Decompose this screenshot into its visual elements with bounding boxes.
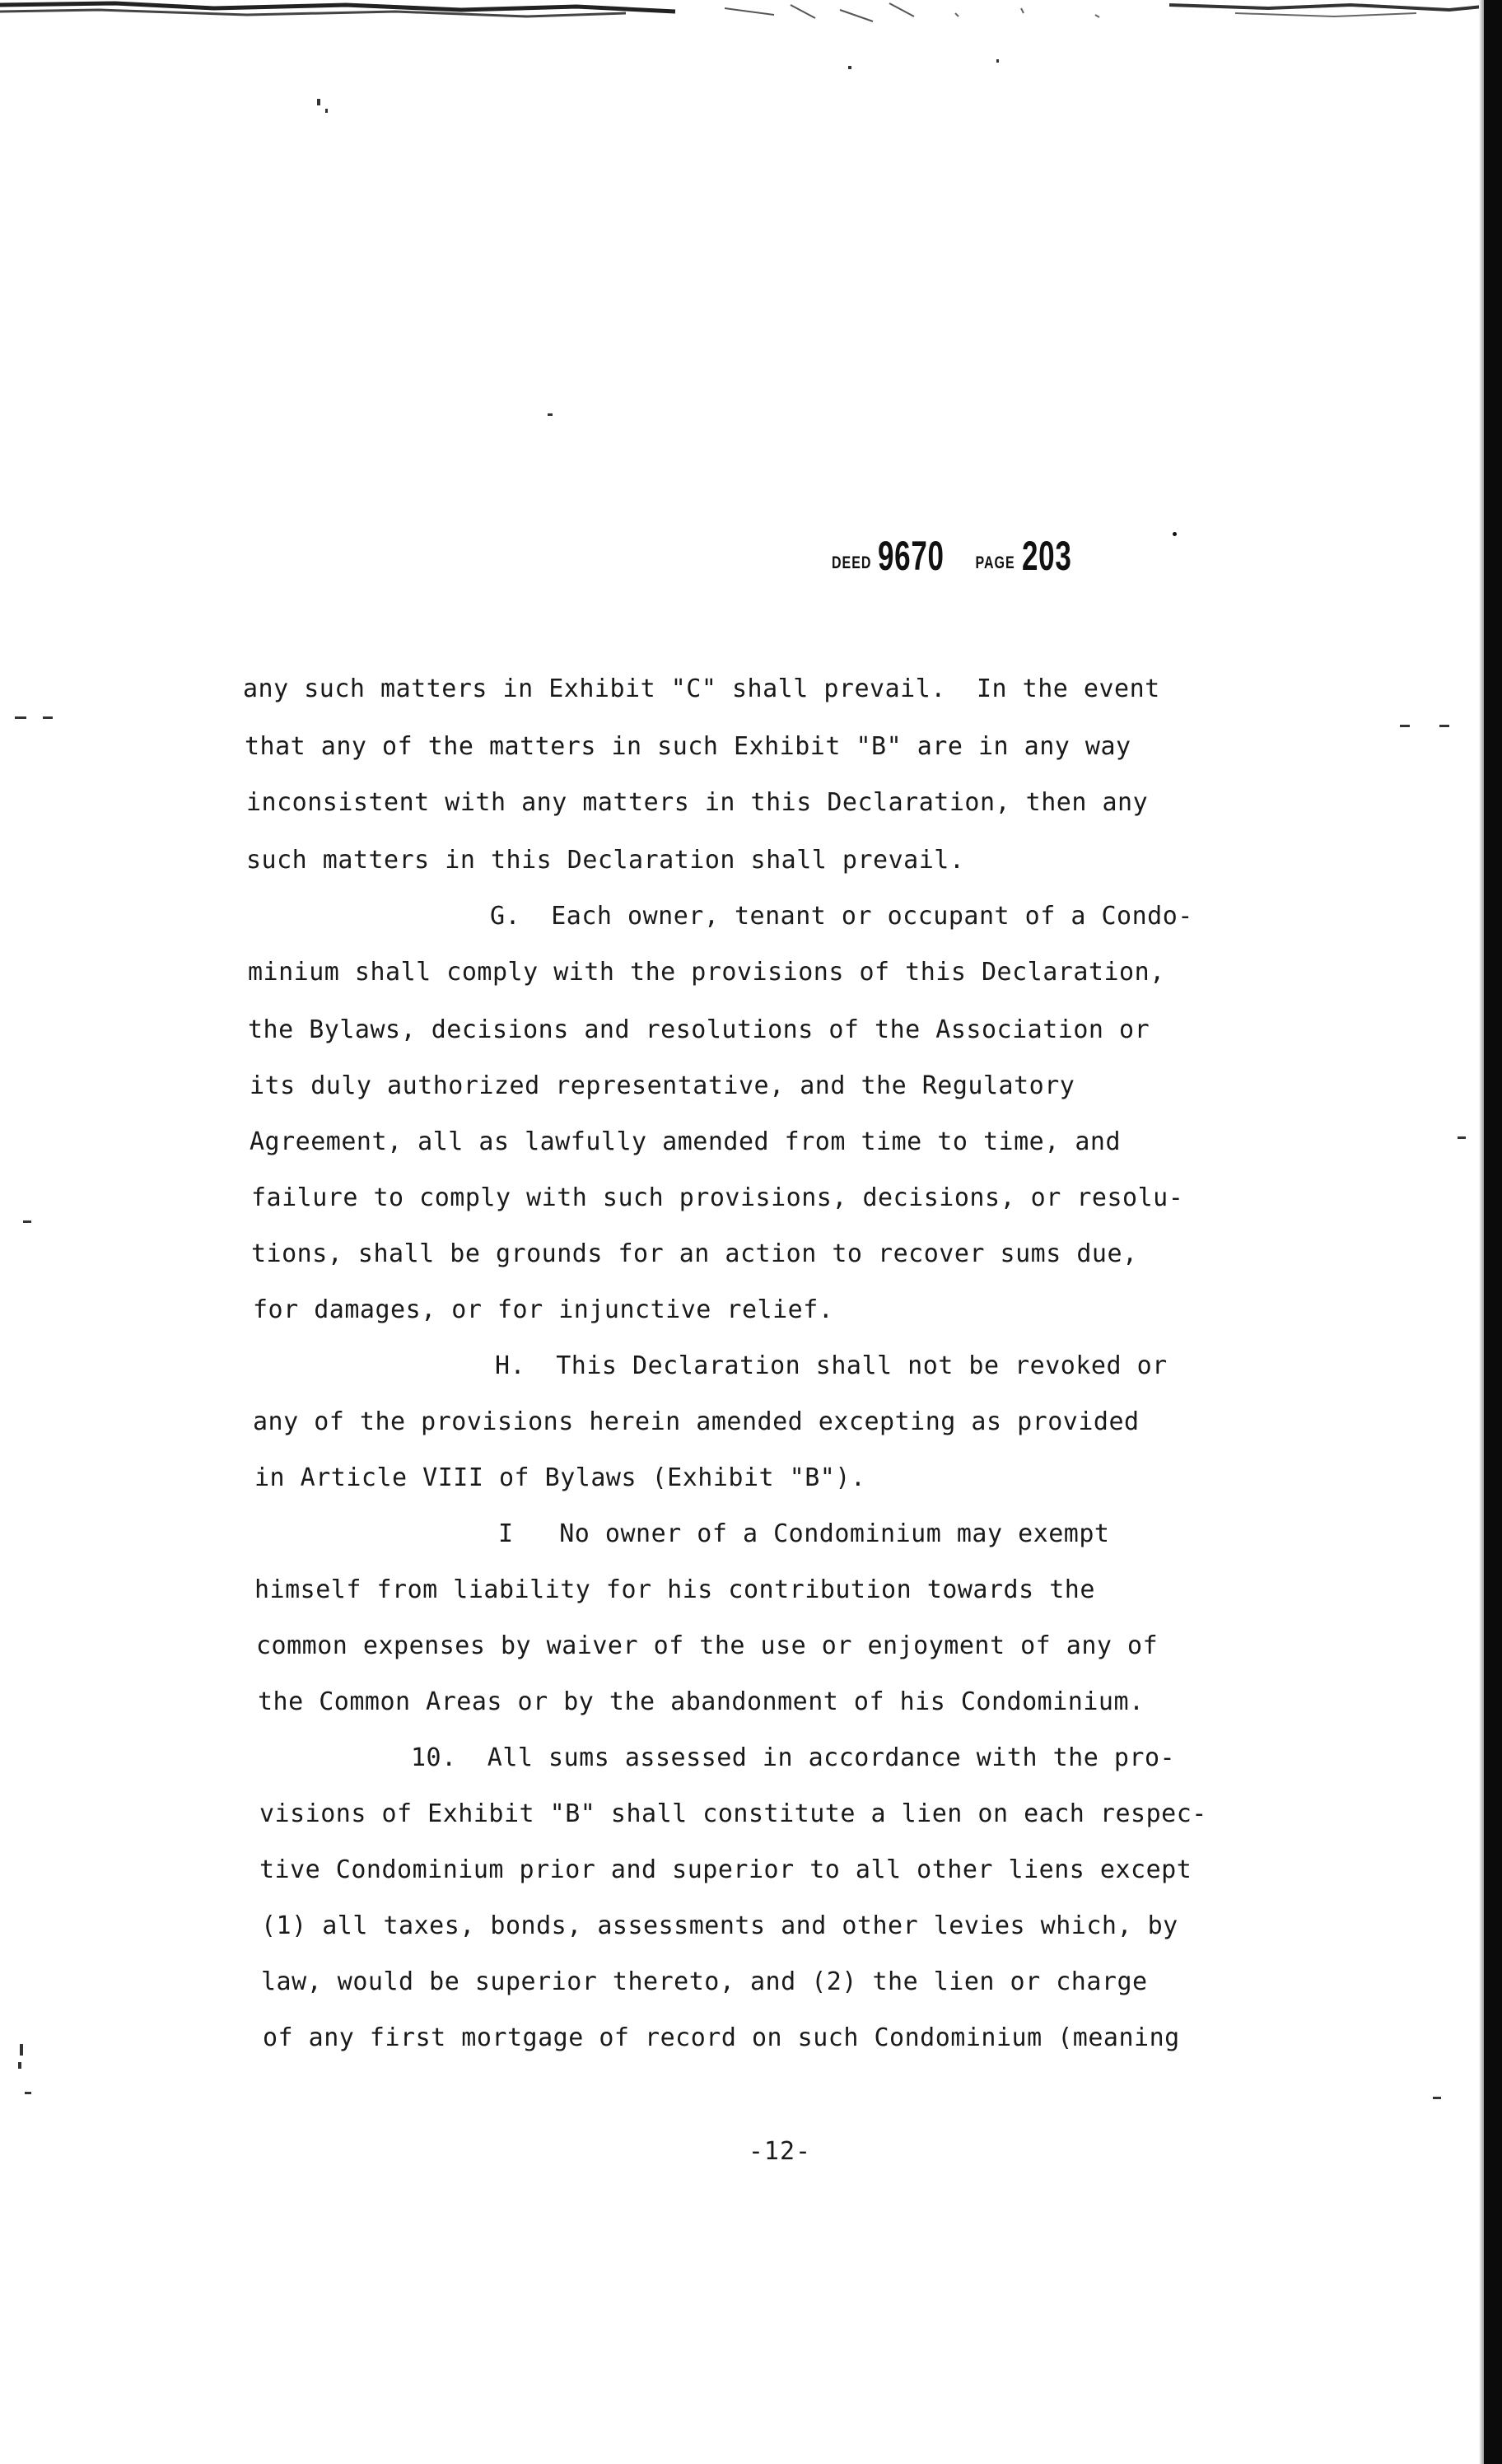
body-line: law, would be superior thereto, and (2) the lien or charge (261, 1967, 1148, 1996)
scan-speck (25, 2092, 31, 2094)
stamp-book-prefix: DEED (832, 554, 872, 573)
body-line: Agreement, all as lawfully amended from time to time, and (250, 1127, 1122, 1156)
body-line: himself from liability for his contribution towards the (254, 1575, 1095, 1604)
body-line: tive Condominium prior and superior to all other liens except (259, 1855, 1192, 1884)
body-line: tions, shall be grounds for an action to recover sums due, (251, 1239, 1138, 1268)
scan-speck (1458, 1136, 1466, 1139)
scan-speck (43, 716, 53, 719)
scan-speck (996, 59, 999, 63)
scan-speck (23, 1220, 31, 1223)
scan-speck (1400, 725, 1410, 727)
scan-speck (18, 2062, 21, 2069)
stamp-page-prefix: PAGE (975, 554, 1015, 573)
scan-speck (317, 99, 320, 105)
stamp-page-number: 203 (1021, 533, 1072, 579)
body-line: I No owner of a Condominium may exempt (498, 1519, 1110, 1548)
scan-speck (1433, 2097, 1441, 2099)
body-line: inconsistent with any matters in this Declaration, then any (246, 788, 1149, 817)
body-line: for damages, or for injunctive relief. (253, 1295, 834, 1324)
stamp-book-number: 9670 (878, 533, 945, 579)
stamp-dot (1173, 532, 1177, 536)
scan-noise-top (0, 0, 1502, 33)
body-line: visions of Exhibit "B" shall constitute a lien on each respec- (259, 1799, 1207, 1828)
scan-speck (20, 2044, 23, 2056)
scan-edge-border (1484, 0, 1502, 2464)
body-line: failure to comply with such provisions, decisions, or resolu- (251, 1183, 1184, 1212)
body-line: minium shall comply with the provisions of this Declaration, (248, 958, 1165, 987)
body-line: H. This Declaration shall not be revoked or (495, 1351, 1168, 1380)
body-line: any of the provisions herein amended excepting as provided (253, 1407, 1140, 1436)
body-line: the Bylaws, decisions and resolutions of the Association or (248, 1015, 1150, 1044)
scan-speck (548, 413, 553, 416)
body-line: such matters in this Declaration shall prevail. (246, 846, 965, 875)
scan-speck (1439, 725, 1449, 727)
body-line: in Article VIII of Bylaws (Exhibit "B"). (254, 1463, 866, 1492)
book-page-stamp (832, 527, 1104, 579)
scan-speck (848, 66, 851, 69)
body-line: common expenses by waiver of the use or enjoyment of any of (256, 1631, 1159, 1660)
page-number: -12- (748, 2137, 812, 2166)
body-line: the Common Areas or by the abandonment of his Condominium. (258, 1687, 1145, 1716)
body-line: that any of the matters in such Exhibit "B" are in any way (245, 732, 1131, 761)
body-line: any such matters in Exhibit "C" shall prevail. In the event (243, 674, 1160, 703)
scan-speck (15, 716, 26, 719)
body-line: (1) all taxes, bonds, assessments and other levies which, by (261, 1911, 1178, 1940)
body-line: of any first mortgage of record on such Condominium (meaning (263, 2023, 1180, 2052)
body-line: 10. All sums assessed in accordance with the pro- (411, 1743, 1176, 1772)
body-line: G. Each owner, tenant or occupant of a Condo- (490, 902, 1193, 931)
scan-speck (325, 109, 328, 113)
body-line: its duly authorized representative, and the Regulatory (250, 1071, 1075, 1100)
